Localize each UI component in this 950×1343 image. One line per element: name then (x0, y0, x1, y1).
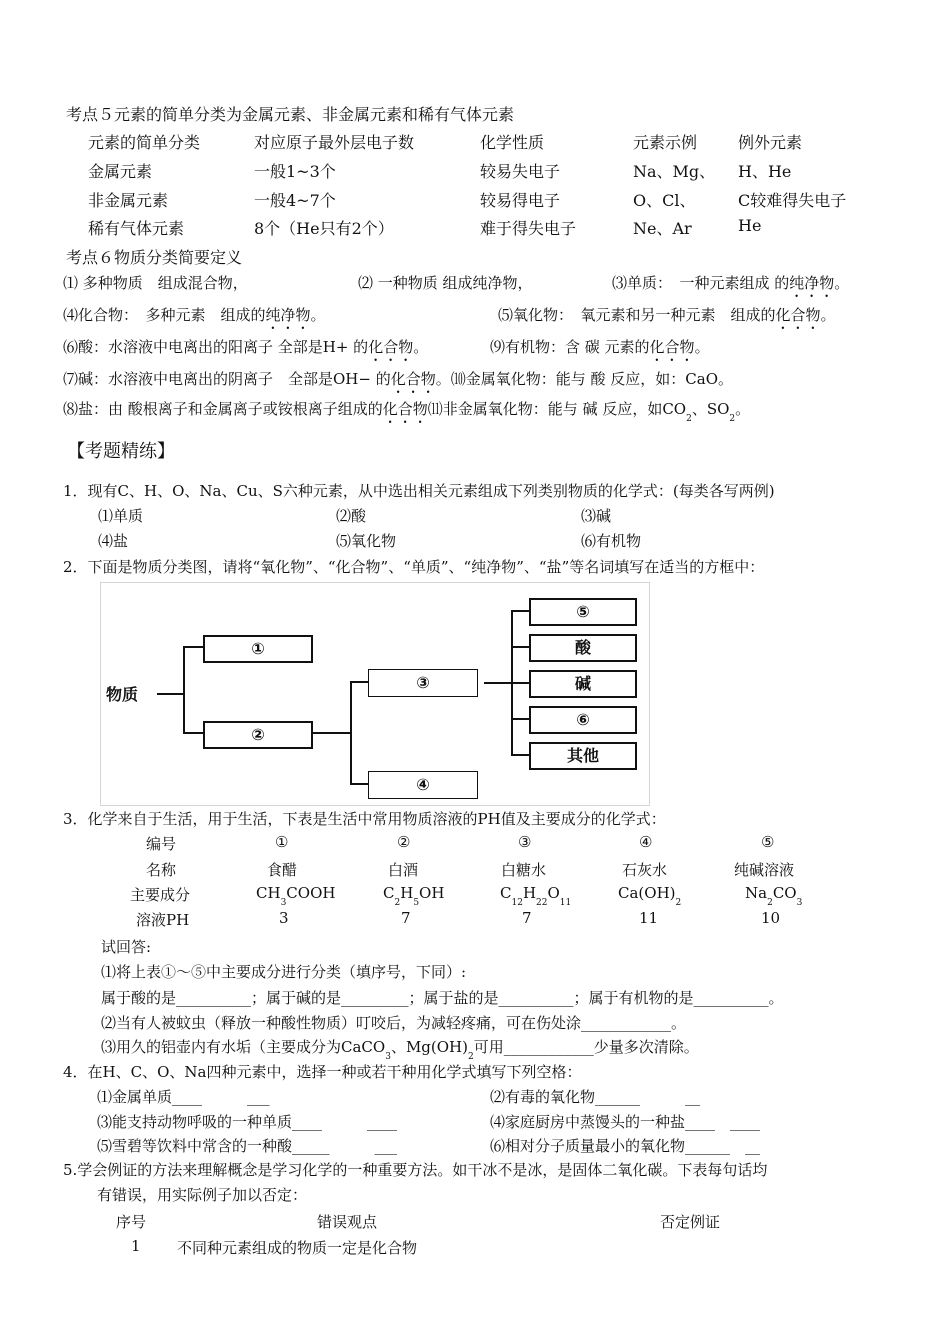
table-cell: 7 (401, 909, 411, 927)
table-header: 元素的简单分类 (88, 133, 201, 152)
def-element-substance: ⑶单质： 一种元素组成 的纯净物。 (612, 274, 850, 292)
table-cell: 较易失电子 (480, 162, 561, 181)
q4-item[interactable]: ⑷家庭厨房中蒸馒头的一种盐____ ____ (490, 1113, 761, 1131)
q5-header: 错误观点 (317, 1213, 378, 1231)
table-header: 对应原子最外层电子数 (254, 133, 415, 152)
q4-item[interactable]: ⑶能支持动物呼吸的一种单质____ ____ (97, 1113, 398, 1131)
q3-sub3[interactable]: ⑶用久的铝壶内有水垢（主要成分为CaCO$_3$、$Mg(OH)_2$可用____________少量多次清除。 (101, 1038, 699, 1062)
kd6-title: 考点６物质分类简要定义 (66, 248, 243, 267)
table-cell: ⑤ (761, 833, 775, 851)
def-oxide: ⑸氧化物： 氧元素和另一种元素 组成的化合物。 (498, 306, 836, 324)
section-title: 【考题精练】 (67, 441, 175, 462)
row-label: 溶液PH (136, 911, 190, 929)
kd5-title: 考点５元素的简单分类为金属元素、非金属元素和稀有气体元素 (66, 105, 515, 124)
q5-header: 否定例证 (660, 1213, 721, 1231)
q5-row-num: 1 (131, 1237, 141, 1255)
box-4[interactable]: ④ (368, 771, 478, 799)
table-cell: 纯碱溶液 (734, 861, 795, 879)
table-cell: Na、Mg、 (633, 162, 716, 181)
table-cell: 一般1~3个 (254, 162, 336, 181)
table-cell: C较难得失电子 (738, 191, 847, 210)
table-header: 例外元素 (738, 133, 803, 152)
table-cell: 非金属元素 (88, 191, 169, 210)
table-cell: 一般4~7个 (254, 191, 336, 210)
table-cell: 较易得电子 (480, 191, 561, 210)
q1-item: ⑹有机物 (581, 532, 642, 550)
q5-header: 序号 (116, 1213, 147, 1231)
q1-item: ⑴单质 (98, 507, 144, 525)
table-cell: ② (397, 833, 411, 851)
q4-item[interactable]: ⑹相对分子质量最小的氧化物______ __ (490, 1137, 761, 1155)
q5-stem: 5.学会例证的方法来理解概念是学习化学的一种重要方法。如干冰不是冰，是固体二氧化碳。下表每句话均 (63, 1161, 768, 1179)
q4-item[interactable]: ⑵有毒的氧化物______ __ (490, 1088, 701, 1106)
def-base: ⑺碱：水溶液中电离出的阴离子 全部是OH− 的化合物。⑽金属氧化物：能与 酸 反应，如：CaO。 (63, 370, 733, 388)
table-cell: 7 (522, 909, 532, 927)
q1-stem: 1．现有C、H、O、Na、Cu、S六种元素，从中选出相关元素组成下列类别物质的化学式：(每类各写两例) (63, 482, 775, 500)
row-label: 名称 (146, 861, 177, 879)
table-cell: 难于得失电子 (480, 219, 577, 238)
q3-sub2[interactable]: ⑵当有人被蚊虫（释放一种酸性物质）叮咬后，为减轻疼痛，可在伤处涂____________。 (101, 1014, 687, 1032)
q4-item[interactable]: ⑴金属单质____ ___ (97, 1088, 270, 1106)
table-cell: 石灰水 (622, 861, 668, 879)
box-base: 碱 (529, 670, 637, 698)
table-cell: 11 (639, 909, 659, 927)
formula-cell: $CH_3COOH$ (256, 884, 336, 908)
def-salt: ⑻盐：由 酸根离子和金属离子或铵根离子组成的化合物⑾非金属氧化物：能与 碱 反应，如$CO_2$、$SO_2$。 (63, 400, 751, 424)
table-cell: He (738, 216, 762, 235)
table-cell: 8个（He只有2个） (254, 219, 394, 238)
def-organic: ⑼有机物：含 碳 元素的化合物。 (490, 338, 710, 356)
q1-item: ⑸氧化物 (336, 532, 397, 550)
box-3[interactable]: ③ (368, 669, 478, 697)
table-cell: 稀有气体元素 (88, 219, 185, 238)
q3-sub1: ⑴将上表①～⑤中主要成分进行分类（填序号，下同）: (101, 963, 467, 981)
q1-item: ⑵酸 (336, 507, 367, 525)
def-compound: ⑷化合物： 多种元素 组成的纯净物。 (63, 306, 326, 324)
box-6[interactable]: ⑥ (529, 706, 637, 734)
q3-stem: 3．化学来自于生活，用于生活，下表是生活中常用物质溶液的PH值及主要成分的化学式： (63, 810, 666, 828)
table-cell: H、He (738, 162, 792, 181)
q4-stem: 4．在H、C、O、Na四种元素中，选择一种或若干种用化学式填写下列空格： (63, 1063, 582, 1081)
q5-row-text: 不同种元素组成的物质一定是化合物 (177, 1239, 418, 1257)
table-cell: 10 (761, 909, 781, 927)
table-cell: 3 (279, 909, 289, 927)
box-2[interactable]: ② (203, 721, 313, 749)
table-cell: ③ (518, 833, 532, 851)
box-other: 其他 (529, 742, 637, 770)
box-1[interactable]: ① (203, 635, 313, 663)
box-acid: 酸 (529, 634, 637, 662)
table-cell: 白酒 (388, 861, 419, 879)
table-header: 化学性质 (480, 133, 545, 152)
table-cell: 食醋 (267, 861, 298, 879)
box-5[interactable]: ⑤ (529, 598, 637, 626)
row-label: 编号 (146, 835, 177, 853)
q1-item: ⑷盐 (98, 532, 129, 550)
q2-stem: 2．下面是物质分类图，请将“氧化物”、“化合物”、“单质”、“纯净物”、“盐”等名词填写在适当的方框中： (63, 558, 765, 576)
def-acid: ⑹酸：水溶液中电离出的阳离子 全部是H+ 的化合物。 (63, 338, 429, 356)
table-header: 元素示例 (633, 133, 698, 152)
table-cell: ① (275, 833, 289, 851)
table-cell: 金属元素 (88, 162, 153, 181)
q3-ask: 试回答: (101, 938, 152, 956)
formula-cell: $Ca(OH)_2$ (618, 884, 682, 908)
row-label: 主要成分 (130, 886, 191, 904)
def-pure: ⑵ 一种物质 组成纯净物， (358, 274, 533, 292)
table-cell: Ne、Ar (633, 219, 692, 238)
table-cell: O、Cl、 (633, 191, 696, 210)
classification-diagram (100, 582, 650, 806)
q4-item[interactable]: ⑸雪碧等饮料中常含的一种酸_____ ___ (97, 1137, 398, 1155)
formula-cell: $C_2H_5OH$ (383, 884, 445, 908)
table-cell: ④ (639, 833, 653, 851)
formula-cell: $Na_2CO_3$ (745, 884, 803, 908)
diagram-root-label: 物质 (106, 685, 139, 704)
q5-stem-2: 有错误，用实际例子加以否定： (97, 1186, 308, 1204)
q3-sub1-blanks[interactable]: 属于酸的是__________；属于碱的是_________；属于盐的是__________；属于有机物的是__________。 (101, 989, 784, 1007)
formula-cell: $C_{12}H_{22}O_{11}$ (500, 884, 572, 908)
q1-item: ⑶碱 (581, 507, 612, 525)
def-mixture: ⑴ 多种物质 组成混合物， (63, 274, 248, 292)
table-cell: 白糖水 (501, 861, 547, 879)
